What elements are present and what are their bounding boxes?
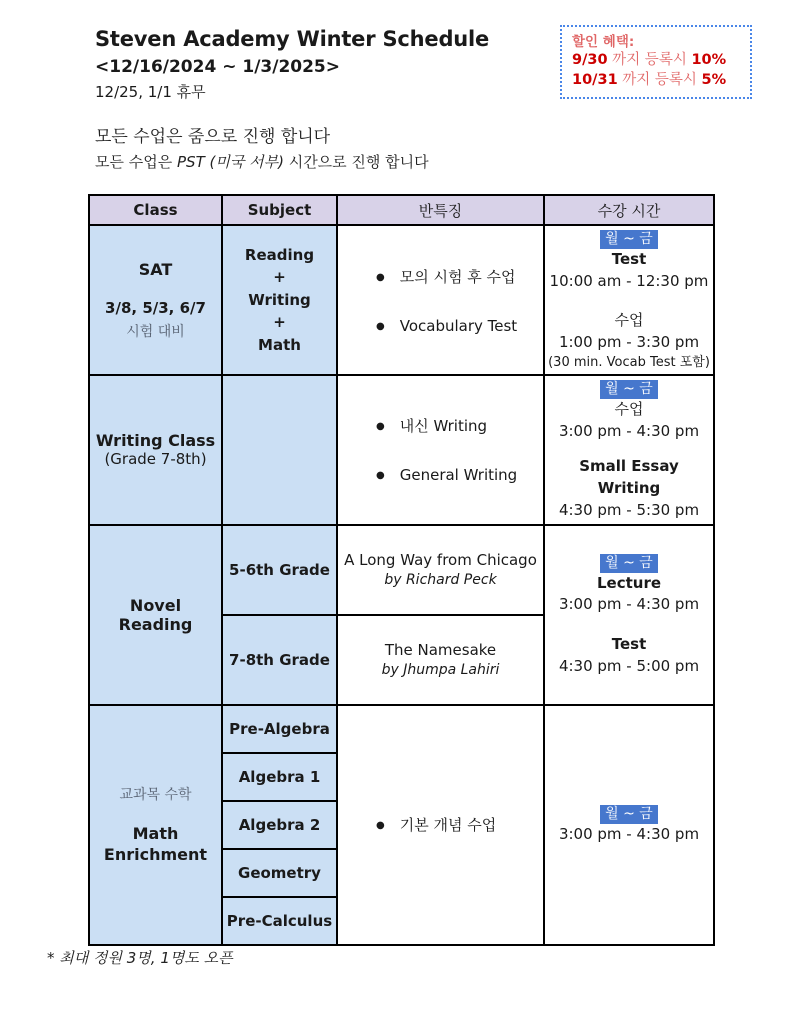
- novel-block2-time: 4:30 pm - 5:00 pm: [558, 656, 700, 675]
- bullet-icon: ●: [376, 421, 385, 433]
- bullet-icon: ●: [376, 820, 385, 832]
- page-title: Steven Academy Winter Schedule: [95, 27, 490, 51]
- sat-dates: 3/8, 5/3, 6/7: [105, 298, 206, 317]
- book-author: by Richard Peck: [384, 572, 497, 589]
- pst-note-prefix: 모든 수업은: [95, 153, 177, 171]
- feature-text: General Writing: [399, 466, 518, 485]
- bullet-icon: ●: [376, 320, 385, 332]
- writing-block1-time: 3:00 pm - 4:30 pm: [558, 421, 700, 440]
- holiday-note: 12/25, 1/1 휴무: [95, 83, 206, 101]
- bullet-item: [376, 317, 541, 335]
- feature-text: Vocabulary Test: [399, 316, 518, 335]
- writing-class-cell: [89, 375, 222, 525]
- bullet-icon: ●: [376, 271, 385, 283]
- sat-block2-note: (30 min. Vocab Test 포함): [548, 354, 710, 370]
- header-subject: Subject: [222, 195, 337, 225]
- pst-note: [95, 151, 429, 172]
- sat-subject-cell: [222, 225, 337, 375]
- plus-sign: +: [273, 268, 286, 287]
- discount-date-1: 9/30: [572, 52, 608, 69]
- discount-title: 할인 혜택:: [572, 34, 635, 50]
- math-subject-5: Pre-Calculus: [222, 897, 337, 945]
- math-subject-3: Algebra 2: [222, 801, 337, 849]
- math-name-kr: 교과목 수학: [119, 786, 192, 803]
- capacity-note: * 최대 정원 3명, 1명도 오픈: [47, 949, 233, 967]
- bullet-icon: ●: [376, 470, 385, 482]
- discount-line-2: [572, 71, 740, 91]
- discount-line-1: [572, 51, 740, 71]
- header-features: 반특징: [337, 195, 544, 225]
- discount-box: [560, 25, 752, 99]
- math-name: Math Enrichment: [103, 823, 208, 864]
- feature-text: 모의 시험 후 수업: [399, 267, 516, 286]
- math-subject-4: Geometry: [222, 849, 337, 897]
- days-highlight: 월 ~ 금: [600, 380, 658, 399]
- novel-book-2: [337, 615, 544, 705]
- sat-subject-line: Writing: [248, 290, 311, 309]
- discount-text-2: 까지 등록시: [617, 71, 702, 88]
- sat-block1-time: 10:00 am - 12:30 pm: [549, 271, 709, 290]
- novel-class-cell: [89, 525, 222, 705]
- novel-block1-time: 3:00 pm - 4:30 pm: [558, 595, 700, 614]
- discount-date-2: 10/31: [572, 71, 618, 88]
- sat-subject-line: Math: [258, 335, 301, 354]
- sat-block1-title: Test: [611, 249, 647, 268]
- header-class: Class: [89, 195, 222, 225]
- writing-block2-title: Small Essay Writing: [579, 457, 679, 498]
- sat-features-cell: [337, 225, 544, 375]
- days-highlight: 월 ~ 금: [600, 230, 658, 249]
- novel-grade-1: 5-6th Grade: [222, 525, 337, 615]
- novel-block2-title: Test: [611, 635, 647, 654]
- writing-subject-cell: [222, 375, 337, 525]
- math-subject-1: Pre-Algebra: [222, 705, 337, 753]
- zoom-note: 모든 수업은 줌으로 진행 합니다: [95, 127, 331, 147]
- bullet-item: [376, 415, 541, 436]
- date-range: <12/16/2024 ~ 1/3/2025>: [95, 57, 341, 77]
- discount-text-1: 까지 등록시: [607, 52, 692, 69]
- math-class-cell: [89, 705, 222, 945]
- sat-block2-time: 1:00 pm - 3:30 pm: [558, 333, 700, 352]
- sat-name: SAT: [138, 259, 173, 279]
- plus-sign: +: [273, 313, 286, 332]
- sat-class-cell: [89, 225, 222, 375]
- sat-subject-line: Reading: [244, 245, 315, 264]
- book-author: by Jhumpa Lahiri: [381, 662, 500, 679]
- writing-block2-time: 4:30 pm - 5:30 pm: [558, 500, 700, 519]
- writing-block1-title: 수업: [614, 399, 644, 418]
- feature-text: 내신 Writing: [399, 417, 488, 436]
- writing-name: Writing Class: [95, 431, 216, 451]
- novel-time-cell: [544, 525, 714, 705]
- bullet-item: [376, 266, 541, 287]
- pst-note-suffix: 시간으로 진행 합니다: [283, 153, 429, 171]
- days-highlight: 월 ~ 금: [600, 805, 658, 824]
- bullet-item: [376, 466, 541, 484]
- header-time: 수강 시간: [544, 195, 714, 225]
- novel-book-1: [337, 525, 544, 615]
- days-highlight: 월 ~ 금: [600, 554, 658, 573]
- table-row-sat: [89, 225, 714, 375]
- pst-note-italic: PST (미국 서부): [177, 153, 284, 171]
- book-title: A Long Way from Chicago: [344, 551, 537, 570]
- discount-percent-1: 10%: [691, 52, 727, 69]
- table-row-math-1: [89, 705, 714, 753]
- feature-text: 기본 개념 수업: [399, 816, 497, 835]
- writing-grade: (Grade 7-8th): [104, 450, 207, 469]
- sat-time-cell: [544, 225, 714, 375]
- bullet-item: [376, 814, 541, 835]
- math-subject-2: Algebra 1: [222, 753, 337, 801]
- discount-percent-2: 5%: [701, 71, 727, 88]
- header-row: [89, 195, 714, 225]
- writing-features-cell: [337, 375, 544, 525]
- math-time-cell: [544, 705, 714, 945]
- writing-time-cell: [544, 375, 714, 525]
- sat-block2-title: 수업: [614, 311, 644, 330]
- novel-name: Novel Reading: [118, 595, 193, 634]
- table-row-writing: [89, 375, 714, 525]
- sat-dates-sub: 시험 대비: [126, 323, 185, 340]
- novel-block1-title: Lecture: [596, 573, 662, 592]
- book-title: The Namesake: [384, 641, 497, 660]
- math-time: 3:00 pm - 4:30 pm: [558, 825, 700, 844]
- math-features-cell: [337, 705, 544, 945]
- table-row-novel-1: [89, 525, 714, 615]
- novel-grade-2: 7-8th Grade: [222, 615, 337, 705]
- schedule-table: [88, 194, 715, 946]
